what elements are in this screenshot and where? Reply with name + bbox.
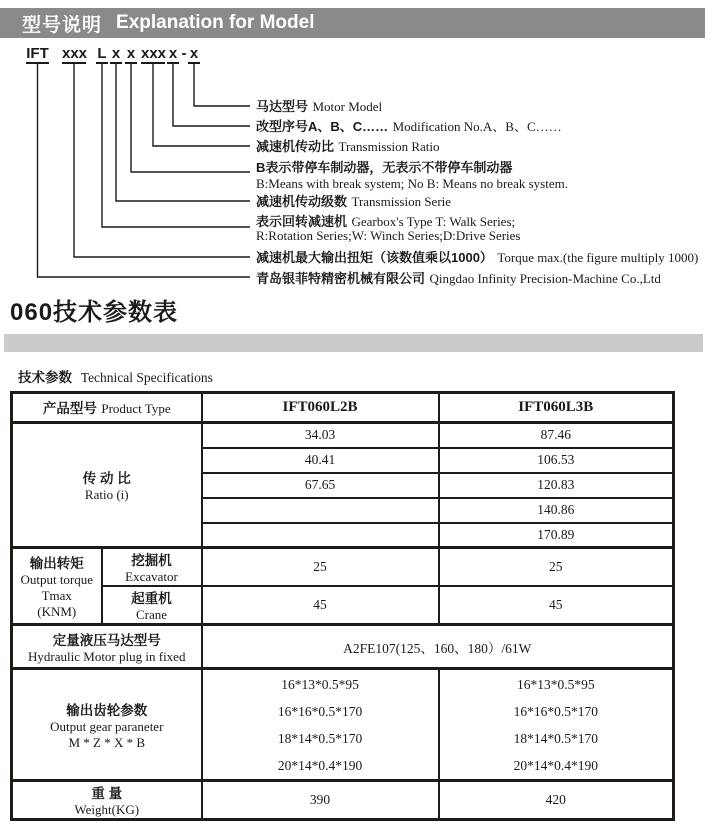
header-model-ift060l2b: IFT060L2B: [202, 393, 439, 423]
crane-zh: 起重机: [131, 591, 172, 606]
legend-gearbox-type-zh: 表示回转减速机: [256, 214, 348, 229]
table-row-excavator: [12, 548, 674, 587]
hydraulic-zh: 定量液压马达型号: [52, 632, 161, 648]
crane-en: Crane: [135, 607, 168, 622]
table-caption: [18, 366, 213, 386]
weight-en: Weight(KG): [74, 802, 140, 817]
legend-gearbox-type: [256, 215, 521, 242]
page-title-bar: [0, 8, 705, 38]
crane-label-cell: [102, 586, 202, 625]
ratio-l3b-5: 170.89: [439, 523, 674, 548]
ratio-l3b-1: 87.46: [439, 423, 674, 448]
legend-torque-max-zh: 减速机最大输出扭矩（该数值乘以1000）: [256, 250, 493, 265]
model-code-ratio: xxx: [141, 45, 167, 62]
ratio-l2b-2: 40.41: [202, 448, 439, 473]
title-en: Explanation for Model: [116, 12, 315, 33]
header-product-type: [12, 393, 202, 423]
model-code-torque: xxx: [62, 45, 88, 62]
legend-torque-max: [256, 250, 698, 266]
output-torque-label-cell: [12, 548, 102, 625]
legend-brake-en: B:Means with break system; No B: Means no break system.: [256, 176, 568, 191]
section-title: 060技术参数表: [10, 299, 179, 326]
model-code-prefix: IFT: [26, 45, 49, 62]
weight-zh: 重 量: [91, 786, 123, 801]
legend-motor-model-en: Motor Model: [312, 99, 383, 114]
gear-zh: 输出齿轮参数: [66, 702, 148, 718]
model-code-brake: x: [126, 45, 136, 62]
legend-company-zh: 青岛银菲特精密机械有限公司: [256, 271, 426, 286]
ratio-l2b-4: [202, 498, 439, 523]
legend-transmission-ratio-en: Transmission Ratio: [338, 139, 440, 154]
title-zh: 型号说明: [22, 14, 103, 36]
legend-transmission-serie-en: Transmission Serie: [351, 194, 452, 209]
crane-l2b: 45: [202, 586, 439, 625]
table-caption-en: Technical Specifications: [80, 370, 213, 385]
model-code-stage: x: [111, 45, 121, 62]
legend-modification-en: Modification No.A、B、C……: [392, 119, 562, 134]
weight-l2b: 390: [202, 781, 439, 820]
legend-brake-zh: B表示带停车制动器，无表示不带停车制动器: [256, 160, 513, 175]
table-row-crane: [12, 586, 674, 625]
gear-en: Output gear paraneter M * Z * X * B: [50, 718, 164, 750]
gear-label-cell: [12, 669, 202, 781]
hydraulic-label-cell: [12, 625, 202, 669]
gear-l2b: 16*13*0.5*95 16*16*0.5*170 18*14*0.5*170 20*14*0.4*190: [202, 669, 439, 781]
crane-l3b: 45: [439, 586, 674, 625]
hydraulic-value: A2FE107(125、160、180）/61W: [202, 625, 674, 669]
legend-transmission-ratio-zh: 减速机传动比: [256, 139, 335, 154]
model-code-dash: -: [181, 45, 187, 62]
table-row-weight: [12, 781, 674, 820]
legend-brake: [256, 160, 568, 192]
output-torque-en: Output torque Tmax (KNM): [20, 572, 94, 619]
table-caption-zh: 技术参数: [18, 370, 72, 385]
legend-company: [256, 271, 661, 287]
weight-l3b: 420: [439, 781, 674, 820]
gear-l3b: 16*13*0.5*95 16*16*0.5*170 18*14*0.5*170 20*14*0.4*190: [439, 669, 674, 781]
excavator-en: Excavator: [125, 569, 178, 584]
table-row-gear: [12, 669, 674, 781]
ratio-label-cell: [12, 423, 202, 548]
legend-torque-max-en: Torque max.(the figure multiply 1000): [497, 250, 699, 265]
ratio-l3b-4: 140.86: [439, 498, 674, 523]
ratio-l2b-5: [202, 523, 439, 548]
table-row-hydraulic: [12, 625, 674, 669]
excavator-label-cell: [102, 548, 202, 587]
header-product-type-en: Product Type: [101, 401, 171, 416]
model-code-mod: x: [168, 45, 178, 62]
model-code-motor: x: [189, 45, 199, 62]
excavator-zh: 挖掘机: [131, 553, 172, 568]
excavator-l2b: 25: [202, 548, 439, 587]
ratio-l3b-3: 120.83: [439, 473, 674, 498]
table-row-header: [12, 393, 674, 423]
legend-gearbox-type-en2: R:Rotation Series;W: Winch Series;D:Drive Series: [256, 227, 521, 243]
legend-company-en: Qingdao Infinity Precision-Machine Co.,Ltd: [429, 271, 661, 286]
legend-gearbox-type-en: Gearbox's Type T: Walk Series;: [351, 214, 516, 229]
ratio-label-zh: 传 动 比: [82, 471, 131, 486]
header-model-ift060l3b: IFT060L3B: [439, 393, 674, 423]
legend-modification-zh: 改型序号A、B、C……: [256, 119, 389, 134]
ratio-l2b-1: 34.03: [202, 423, 439, 448]
ratio-l2b-3: 67.65: [202, 473, 439, 498]
legend-transmission-ratio: [256, 139, 439, 155]
ratio-label-en: Ratio (i): [84, 487, 129, 502]
legend-transmission-serie: [256, 194, 451, 210]
legend-modification: [256, 119, 562, 135]
output-torque-zh: 输出转矩: [29, 556, 84, 571]
table-row-ratio-1: [12, 423, 674, 448]
weight-label-cell: [12, 781, 202, 820]
legend-motor-model-zh: 马达型号: [256, 99, 309, 114]
legend-transmission-serie-zh: 减速机传动级数: [256, 194, 348, 209]
header-product-type-zh: 产品型号: [42, 401, 97, 416]
model-code-type: L: [97, 45, 107, 62]
divider-band: [4, 334, 703, 352]
legend-motor-model: [256, 99, 382, 115]
spec-table: [10, 391, 675, 821]
excavator-l3b: 25: [439, 548, 674, 587]
hydraulic-en: Hydraulic Motor plug in fixed: [28, 648, 186, 664]
ratio-l3b-2: 106.53: [439, 448, 674, 473]
